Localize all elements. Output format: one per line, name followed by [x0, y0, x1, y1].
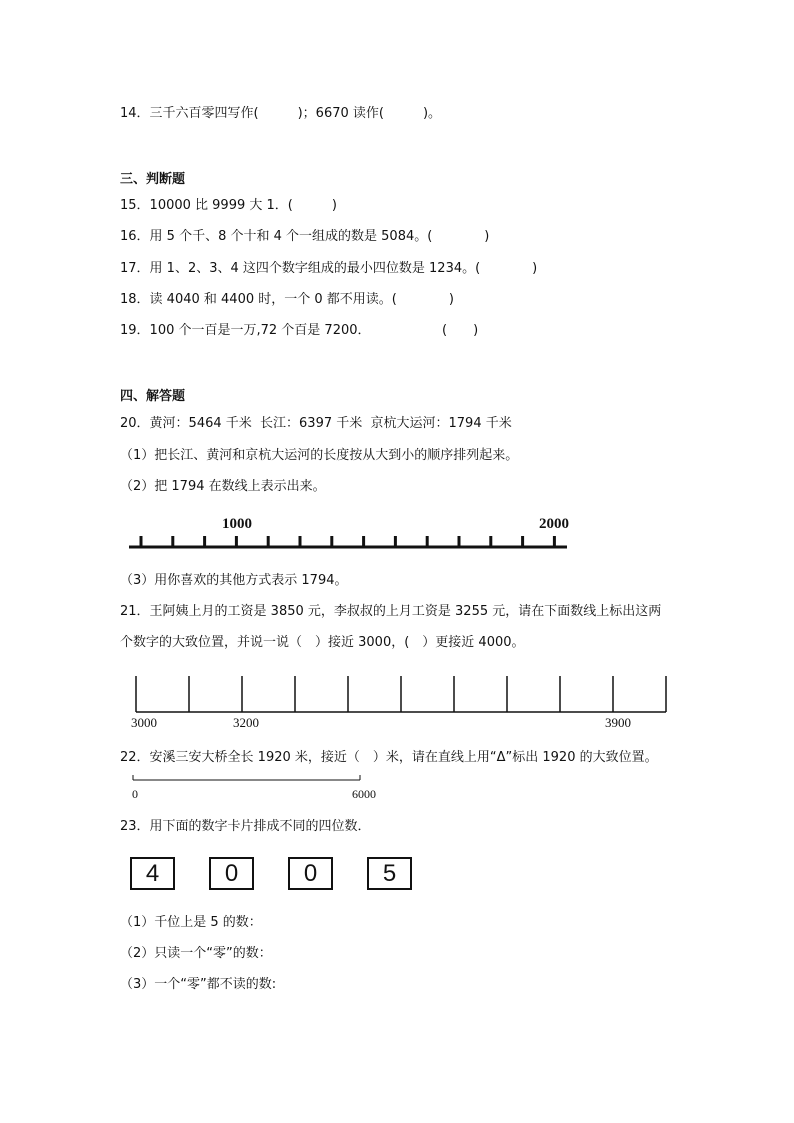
- number-line-label-6000: 6000: [352, 787, 376, 801]
- digit-card: 4: [130, 857, 175, 890]
- question-17: 17．用 1、2、3、4 这四个数字组成的最小四位数是 1234。( ): [120, 261, 538, 276]
- digit-card: 5: [367, 857, 412, 890]
- number-line-label-3900: 3900: [605, 715, 631, 730]
- question-20-part-3: （3）用你喜欢的其他方式表示 1794。: [120, 573, 348, 588]
- question-21-line-2: 个数字的大致位置，并说一说（ ）接近 3000，( ）更接近 4000。: [120, 635, 525, 650]
- number-line-0-6000: [0, 770, 794, 804]
- number-line-label-3200: 3200: [233, 715, 259, 730]
- question-23-part-1: （1）千位上是 5 的数：: [120, 915, 262, 930]
- number-line-label-3000: 3000: [131, 715, 157, 730]
- question-20-part-2: （2）把 1794 在数线上表示出来。: [120, 479, 326, 494]
- digit-card: 0: [209, 857, 254, 890]
- section-heading-judgment: 三、判断题: [120, 172, 186, 187]
- question-23-part-3: （3）一个“零”都不读的数:: [120, 977, 277, 992]
- question-22: 22．安溪三安大桥全长 1920 米，接近（ ）米，请在直线上用“Δ”标出 1920 的大致位置。: [120, 750, 658, 765]
- question-20-part-1: （1）把长江、黄河和京杭大运河的长度按从大到小的顺序排列起来。: [120, 448, 519, 463]
- section-heading-answers: 四、解答题: [120, 389, 186, 404]
- number-line-label-2000: 2000: [539, 516, 569, 532]
- digit-card: 0: [288, 857, 333, 890]
- question-23-part-2: （2）只读一个“零”的数：: [120, 946, 272, 961]
- question-18: 18．读 4040 和 4400 时，一个 0 都不用读。( ): [120, 292, 454, 307]
- number-line-1000-2000: [0, 505, 794, 555]
- question-23: 23．用下面的数字卡片排成不同的四位数．: [120, 819, 371, 834]
- number-line-label-0: 0: [132, 787, 138, 801]
- number-line-3000-3900: [0, 672, 794, 732]
- question-16: 16．用 5 个千、8 个十和 4 个一组成的数是 5084。( ): [120, 229, 490, 244]
- question-14: 14．三千六百零四写作( )；6670 读作( )。: [120, 106, 442, 121]
- number-line-label-1000: 1000: [222, 516, 252, 532]
- question-15: 15．10000 比 9999 大 1．( ): [120, 198, 337, 213]
- question-20: 20．黄河：5464 千米 长江：6397 千米 京杭大运河：1794 千米: [120, 416, 512, 431]
- question-19: 19．100 个一百是一万,72 个百是 7200． ( ): [120, 323, 479, 338]
- question-21-line-1: 21．王阿姨上月的工资是 3850 元，李叔叔的上月工资是 3255 元，请在下面数线上标出这两: [120, 604, 662, 619]
